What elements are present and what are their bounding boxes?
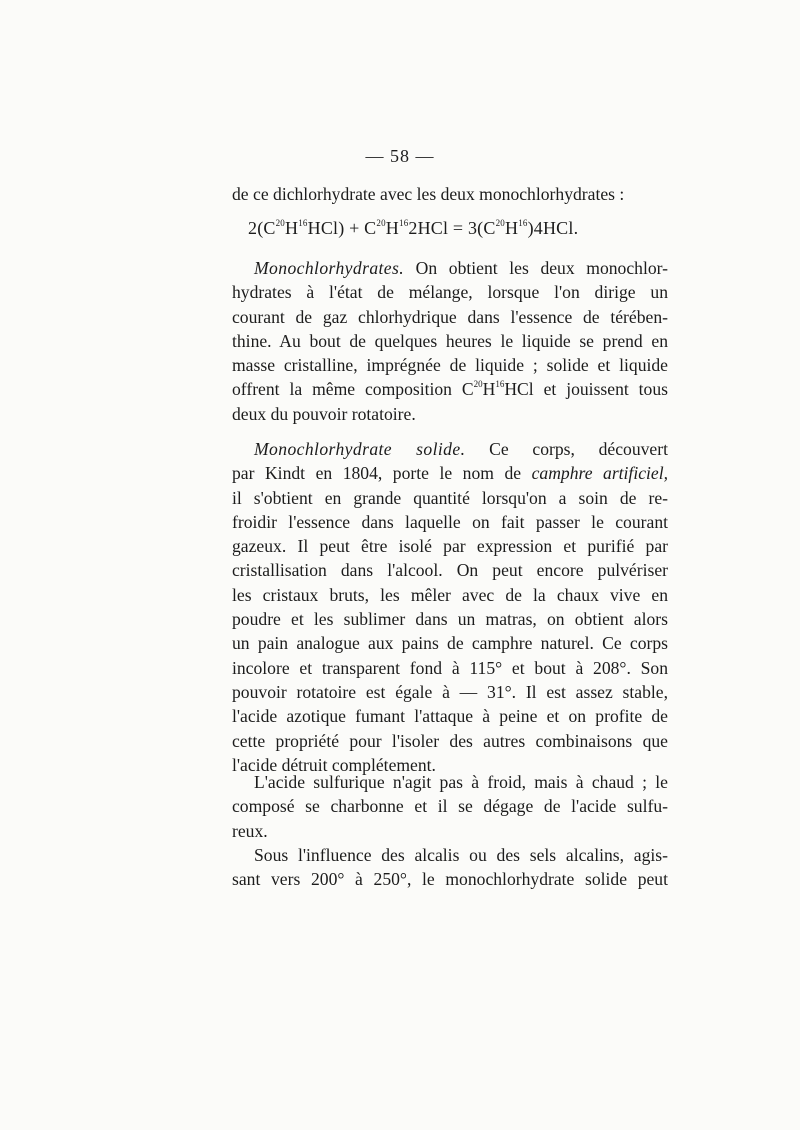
section-heading: Monochlorhydrates. bbox=[254, 258, 405, 278]
equation-superscript: 16 bbox=[399, 218, 409, 228]
text-line: l'acide détruit complétement. bbox=[232, 754, 436, 775]
text-line: cristallisation dans l'alcool. On peut encore pulvériser bbox=[232, 560, 668, 581]
text-line: reux. bbox=[232, 820, 268, 841]
text-line: poudre et les sublimer dans un matras, on obtient alors bbox=[232, 609, 668, 630]
equation-superscript: 20 bbox=[495, 218, 505, 228]
text-line bbox=[232, 256, 668, 280]
equation-superscript: 20 bbox=[376, 218, 386, 228]
equation-part: 2HCl = 3(C bbox=[408, 218, 496, 238]
text-line bbox=[232, 461, 668, 485]
section-heading: Monochlorhydrate solide. bbox=[254, 439, 466, 459]
text-line: Sous l'influence des alcalis ou des sels alcalins, agis- bbox=[254, 845, 668, 865]
text-line: masse cristalline, imprégnée de liquide ; solide et liquide bbox=[232, 355, 668, 376]
text-line bbox=[232, 437, 668, 461]
text-span: Ce corps, découvert bbox=[465, 439, 668, 459]
equation-superscript: 16 bbox=[298, 218, 308, 228]
equation-part: )4HCl. bbox=[527, 218, 579, 238]
chemical-equation bbox=[248, 218, 578, 239]
text-line bbox=[232, 377, 668, 401]
text-line: sant vers 200° à 250°, le monochlorhydrate solide peut bbox=[232, 869, 668, 890]
text-line: il s'obtient en grande quantité lorsqu'on a soin de re- bbox=[232, 487, 668, 508]
intro-paragraph bbox=[232, 182, 668, 206]
italic-term: camphre artificiel, bbox=[531, 463, 669, 484]
equation-superscript: 20 bbox=[275, 218, 286, 228]
text-line: un pain analogue aux pains de camphre naturel. Ce corps bbox=[232, 633, 668, 654]
paragraph-monochlorhydrates bbox=[232, 256, 668, 426]
text-span: On obtient les deux monochlor- bbox=[404, 258, 668, 278]
text-line: gazeux. Il peut être isolé par expression et purifié par bbox=[232, 536, 668, 557]
text-line: deux du pouvoir rotatoire. bbox=[232, 403, 416, 424]
equation-part: H bbox=[504, 218, 519, 238]
text-line: incolore et transparent fond à 115° et bout à 208°. Son bbox=[232, 657, 668, 678]
text-line: de ce dichlorhydrate avec les deux monochlorhydrates : bbox=[232, 184, 625, 204]
equation-part: HCl) + C bbox=[307, 218, 377, 238]
page-number: — 58 — bbox=[365, 146, 435, 166]
text-span: HCl et jouissent tous bbox=[504, 379, 668, 400]
equation-part: H bbox=[285, 218, 299, 238]
text-line: les cristaux bruts, les mêler avec de la chaux vive en bbox=[232, 584, 668, 605]
paragraph-alcalis bbox=[232, 843, 668, 892]
equation-part: H bbox=[385, 218, 399, 238]
text-line: courant de gaz chlorhydrique dans l'essence de térében- bbox=[232, 306, 668, 327]
text-span: H bbox=[482, 379, 496, 400]
equation-part: 2(C bbox=[248, 218, 276, 238]
text-line: pouvoir rotatoire est égale à — 31°. Il est assez stable, bbox=[232, 681, 668, 702]
text-line: hydrates à l'état de mélange, lorsque l'on dirige un bbox=[232, 282, 668, 303]
text-span: offrent la même composition C bbox=[232, 379, 474, 400]
text-span: par Kindt en 1804, porte le nom de bbox=[232, 463, 532, 484]
text-line: thine. Au bout de quelques heures le liquide se prend en bbox=[232, 330, 668, 351]
paragraph-acide-sulfurique bbox=[232, 770, 668, 843]
text-line: L'acide sulfurique n'agit pas à froid, mais à chaud ; le bbox=[254, 772, 668, 792]
text-line: l'acide azotique fumant l'attaque à peine et on profite de bbox=[232, 706, 668, 727]
formula-superscript: 20 bbox=[473, 379, 483, 390]
paragraph-monochlorhydrate-solide bbox=[232, 437, 668, 777]
formula-superscript: 16 bbox=[495, 379, 505, 390]
text-line: froidir l'essence dans laquelle on fait passer le courant bbox=[232, 511, 668, 532]
text-line: cette propriété pour l'isoler des autres combinaisons que bbox=[232, 730, 668, 751]
equation-superscript: 16 bbox=[518, 218, 528, 228]
text-line: composé se charbonne et il se dégage de l'acide sulfu- bbox=[232, 796, 668, 817]
